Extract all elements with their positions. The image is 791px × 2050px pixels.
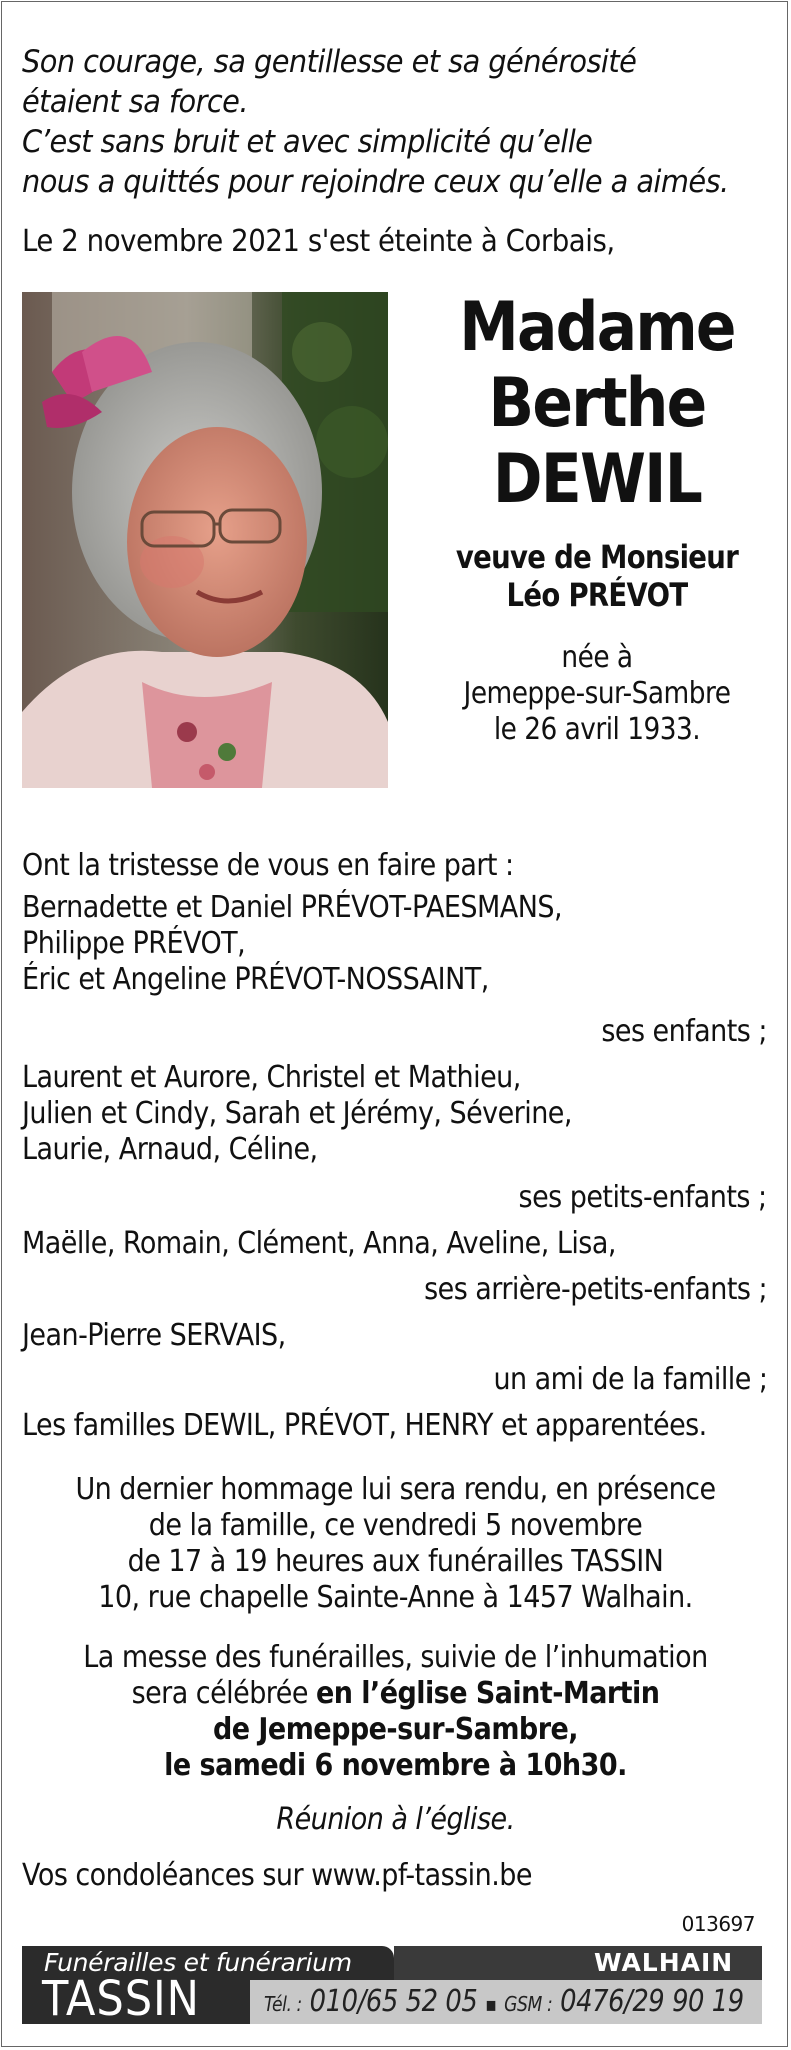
children-label: ses enfants ; [601, 1014, 767, 1049]
homage-paragraph [2, 1472, 789, 1616]
quote-line: étaient sa force. [22, 84, 248, 120]
gsm-number: 0476/29 90 19 [560, 1984, 744, 2019]
homage-line: 10, rue chapelle Sainte-Anne à 1457 Walhain. [98, 1580, 693, 1615]
mass-line: La messe des funérailles, suivie de l’inhumation [83, 1640, 708, 1675]
family-heading: Ont la tristesse de vous en faire part : [22, 848, 514, 883]
families-line: Les familles DEWIL, PRÉVOT, HENRY et apparentées. [22, 1408, 707, 1443]
homage-line: Un dernier hommage lui sera rendu, en présence [75, 1472, 716, 1507]
great-grandchildren-line: Maëlle, Romain, Clément, Anna, Aveline, Lisa, [22, 1226, 616, 1261]
birth-line: Jemeppe-sur-Sambre [463, 676, 731, 711]
church-location: de Jemeppe-sur-Sambre, [213, 1712, 578, 1747]
gsm-label: GSM : [504, 1992, 553, 2016]
death-announcement: Le 2 novembre 2021 s'est éteinte à Corbais, [22, 224, 615, 259]
deceased-name-line: DEWIL [492, 440, 702, 519]
deceased-name-line: Berthe [488, 364, 706, 443]
friend-line: Jean-Pierre SERVAIS, [22, 1318, 286, 1353]
homage-line: de 17 à 19 heures aux funérailles TASSIN [127, 1544, 664, 1579]
grandchildren-line: Julien et Cindy, Sarah et Jérémy, Séverine, [22, 1096, 572, 1131]
grandchildren-line: Laurent et Aurore, Christel et Mathieu, [22, 1060, 521, 1095]
widow-of-line: Léo PRÉVOT [506, 576, 688, 614]
mass-text: sera célébrée [131, 1676, 316, 1711]
quote-line: Son courage, sa gentillesse et sa générosité [22, 44, 637, 80]
mass-paragraph [2, 1640, 789, 1784]
footer-subtitle: Funérailles et funérarium [44, 1948, 352, 1977]
church-name: en l’église Saint-Martin [315, 1676, 660, 1711]
deceased-name-line: Madame [459, 288, 735, 367]
quote-line: C’est sans bruit et avec simplicité qu’elle [22, 124, 593, 160]
widow-of-line: veuve de Monsieur [455, 538, 739, 576]
children-line: Bernadette et Daniel PRÉVOT-PAESMANS, [22, 890, 562, 925]
meeting-note [2, 1802, 789, 1838]
tel-number: 010/65 52 05 [309, 1984, 478, 2019]
separator-icon: ▪ [485, 1992, 497, 2016]
meeting-text: Réunion à l’église. [276, 1802, 515, 1837]
mass-line [41, 1676, 749, 1712]
birth-line: née à [561, 640, 633, 675]
great-grandchildren-label: ses arrière-petits-enfants ; [424, 1272, 767, 1307]
homage-line: de la famille, ce vendredi 5 novembre [148, 1508, 643, 1543]
quote-line: nous a quittés pour rejoindre ceux qu’elle a aimés. [22, 164, 729, 200]
children-line: Philippe PRÉVOT, [22, 926, 246, 961]
mass-datetime: le samedi 6 novembre à 10h30. [164, 1748, 627, 1783]
children-line: Éric et Angeline PRÉVOT-NOSSAINT, [22, 962, 489, 997]
birth-line: le 26 avril 1933. [493, 712, 701, 747]
condolences-line: Vos condoléances sur www.pf-tassin.be [22, 1858, 532, 1893]
footer-contacts [264, 1984, 744, 2019]
friend-label: un ami de la famille ; [493, 1362, 767, 1397]
footer-brand: TASSIN [42, 1971, 200, 2027]
reference-code: 013697 [681, 1912, 755, 1936]
grandchildren-line: Laurie, Arnaud, Céline, [22, 1132, 318, 1167]
deceased-block [407, 290, 787, 748]
tel-label: Tél. : [264, 1992, 302, 2016]
grandchildren-label: ses petits-enfants ; [519, 1180, 767, 1215]
obituary-notice [1, 1, 788, 2047]
footer-city: WALHAIN [594, 1948, 734, 1977]
portrait-photo [22, 292, 388, 788]
opening-quote [22, 42, 729, 202]
